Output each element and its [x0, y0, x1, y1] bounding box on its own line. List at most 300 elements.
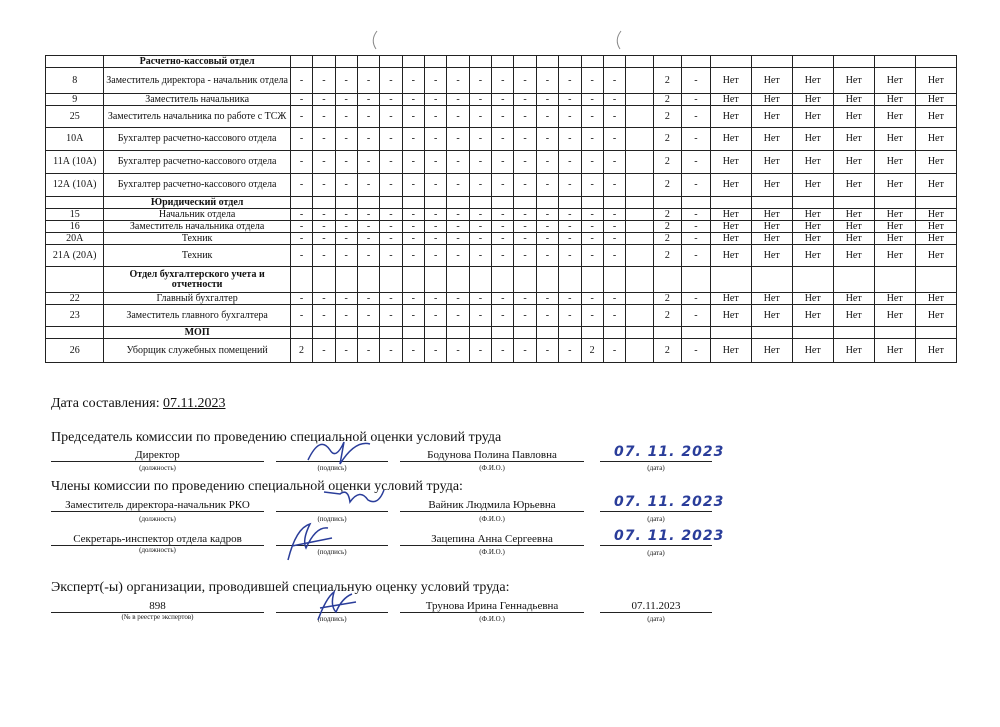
- factor-cell: -: [357, 94, 379, 106]
- no-cell: Нет: [710, 293, 751, 305]
- empty-cell: [626, 197, 653, 209]
- no-cell: Нет: [751, 94, 792, 106]
- factor-cell: -: [290, 245, 312, 267]
- empty-cell: [290, 327, 312, 339]
- empty-cell: [792, 327, 833, 339]
- no-cell: Нет: [915, 305, 956, 327]
- member2-fio: Зацепина Анна Сергеевна: [431, 533, 553, 545]
- factor-cell: -: [447, 128, 469, 151]
- factor-cell: -: [380, 174, 402, 197]
- factor-cell: -: [536, 339, 558, 363]
- factor-cell: -: [424, 128, 446, 151]
- empty-cell: [581, 267, 603, 293]
- empty-cell: [833, 267, 874, 293]
- factor-cell: -: [313, 209, 335, 221]
- factor-cell: -: [514, 94, 536, 106]
- date-value: 07.11.2023: [163, 396, 226, 411]
- factor-cell: -: [514, 339, 536, 363]
- factor-cell: -: [581, 151, 603, 174]
- empty-cell: [559, 197, 581, 209]
- empty-cell: [626, 293, 653, 305]
- date-label: Дата составления:: [51, 396, 160, 411]
- empty-cell: [751, 267, 792, 293]
- row-number-cell: 8: [46, 68, 104, 94]
- factor-cell: -: [335, 293, 357, 305]
- empty-cell: [626, 221, 653, 233]
- no-cell: Нет: [915, 293, 956, 305]
- factor-cell: -: [682, 339, 711, 363]
- empty-cell: [536, 327, 558, 339]
- factor-cell: -: [290, 209, 312, 221]
- factor-cell: -: [402, 221, 424, 233]
- factor-cell: -: [682, 174, 711, 197]
- no-cell: Нет: [874, 305, 915, 327]
- factor-cell: -: [402, 339, 424, 363]
- factor-cell: -: [514, 221, 536, 233]
- class-cell: 2: [653, 94, 682, 106]
- row-number-cell: [46, 197, 104, 209]
- factor-cell: -: [581, 233, 603, 245]
- factor-cell: -: [335, 221, 357, 233]
- no-cell: Нет: [710, 68, 751, 94]
- factor-cell: -: [313, 305, 335, 327]
- factor-cell: -: [581, 94, 603, 106]
- factor-cell: -: [335, 151, 357, 174]
- empty-cell: [915, 197, 956, 209]
- factor-cell: -: [424, 106, 446, 128]
- empty-cell: [447, 267, 469, 293]
- no-cell: Нет: [874, 128, 915, 151]
- factor-cell: -: [492, 94, 514, 106]
- factor-cell: -: [536, 106, 558, 128]
- empty-cell: [626, 106, 653, 128]
- empty-cell: [874, 56, 915, 68]
- no-cell: Нет: [710, 151, 751, 174]
- row-number-cell: 21А (20А): [46, 245, 104, 267]
- empty-cell: [536, 56, 558, 68]
- no-cell: Нет: [792, 151, 833, 174]
- empty-cell: [751, 197, 792, 209]
- empty-cell: [447, 56, 469, 68]
- factor-cell: -: [402, 293, 424, 305]
- factor-cell: -: [335, 209, 357, 221]
- factor-cell: -: [581, 245, 603, 267]
- factor-cell: -: [335, 128, 357, 151]
- member2-signature: [282, 520, 342, 564]
- factor-cell: -: [357, 174, 379, 197]
- table-row: [46, 209, 957, 221]
- factor-cell: -: [447, 68, 469, 94]
- factor-cell: -: [581, 221, 603, 233]
- no-cell: Нет: [833, 151, 874, 174]
- empty-cell: [357, 267, 379, 293]
- table-row: [46, 151, 957, 174]
- no-cell: Нет: [710, 128, 751, 151]
- empty-cell: [514, 197, 536, 209]
- no-cell: Нет: [751, 128, 792, 151]
- position-name-cell: Техник: [104, 233, 290, 245]
- factor-cell: -: [581, 106, 603, 128]
- factor-cell: -: [357, 245, 379, 267]
- factor-cell: -: [469, 151, 491, 174]
- factor-cell: -: [536, 94, 558, 106]
- table-row: [46, 233, 957, 245]
- empty-cell: [402, 267, 424, 293]
- member1-signature-caption: (подпись): [317, 515, 347, 523]
- row-number-cell: 26: [46, 339, 104, 363]
- factor-cell: -: [559, 233, 581, 245]
- factor-cell: -: [357, 339, 379, 363]
- factor-cell: -: [380, 221, 402, 233]
- factor-cell: -: [447, 151, 469, 174]
- no-cell: Нет: [792, 305, 833, 327]
- chair-signature-caption: (подпись): [317, 464, 347, 472]
- factor-cell: -: [559, 68, 581, 94]
- member2-fio-caption: (Ф.И.О.): [479, 548, 505, 556]
- factor-cell: -: [603, 151, 625, 174]
- empty-cell: [833, 56, 874, 68]
- empty-cell: [514, 267, 536, 293]
- factor-cell: -: [469, 106, 491, 128]
- no-cell: Нет: [710, 94, 751, 106]
- no-cell: Нет: [915, 209, 956, 221]
- chair-fio-caption: (Ф.И.О.): [479, 464, 505, 472]
- factor-cell: -: [357, 293, 379, 305]
- factor-cell: -: [603, 106, 625, 128]
- factor-cell: -: [357, 128, 379, 151]
- class-cell: 2: [653, 305, 682, 327]
- no-cell: Нет: [751, 233, 792, 245]
- factor-cell: -: [335, 94, 357, 106]
- no-cell: Нет: [710, 174, 751, 197]
- expert-date-caption: (дата): [647, 615, 665, 623]
- factor-cell: -: [402, 106, 424, 128]
- no-cell: Нет: [751, 245, 792, 267]
- empty-cell: [751, 327, 792, 339]
- empty-cell: [653, 267, 682, 293]
- factor-cell: -: [603, 233, 625, 245]
- class-cell: 2: [653, 106, 682, 128]
- empty-cell: [380, 56, 402, 68]
- no-cell: Нет: [833, 221, 874, 233]
- empty-cell: [603, 56, 625, 68]
- no-cell: Нет: [874, 245, 915, 267]
- factor-cell: -: [402, 209, 424, 221]
- no-cell: Нет: [710, 221, 751, 233]
- factor-cell: -: [447, 106, 469, 128]
- factor-cell: -: [603, 128, 625, 151]
- empty-cell: [380, 327, 402, 339]
- empty-cell: [492, 197, 514, 209]
- empty-cell: [357, 197, 379, 209]
- factor-cell: -: [514, 151, 536, 174]
- factor-cell: -: [492, 128, 514, 151]
- factor-cell: -: [492, 339, 514, 363]
- empty-cell: [402, 56, 424, 68]
- empty-cell: [469, 197, 491, 209]
- factor-cell: -: [514, 209, 536, 221]
- no-cell: Нет: [710, 233, 751, 245]
- position-name-cell: Уборщик служебных помещений: [104, 339, 290, 363]
- factor-cell: -: [603, 221, 625, 233]
- factor-cell: -: [559, 245, 581, 267]
- factor-cell: -: [380, 94, 402, 106]
- factor-cell: -: [335, 305, 357, 327]
- position-name-cell: Начальник отдела: [104, 209, 290, 221]
- empty-cell: [682, 267, 711, 293]
- empty-cell: [626, 233, 653, 245]
- expert-reg-number: 898: [149, 600, 166, 612]
- no-cell: Нет: [915, 221, 956, 233]
- class-cell: 2: [653, 209, 682, 221]
- section-title-cell: Отдел бухгалтерского учета и отчетности: [104, 267, 290, 293]
- no-cell: Нет: [751, 293, 792, 305]
- member1-date-caption: (дата): [647, 515, 665, 523]
- empty-cell: [874, 327, 915, 339]
- factor-cell: -: [559, 339, 581, 363]
- empty-cell: [626, 174, 653, 197]
- no-cell: Нет: [874, 209, 915, 221]
- class-cell: 2: [653, 68, 682, 94]
- factor-cell: -: [682, 305, 711, 327]
- class-cell: 2: [653, 233, 682, 245]
- no-cell: Нет: [874, 94, 915, 106]
- factor-cell: -: [380, 128, 402, 151]
- factor-cell: -: [402, 305, 424, 327]
- factor-cell: -: [469, 233, 491, 245]
- empty-cell: [626, 151, 653, 174]
- member1-position-caption: (должность): [139, 515, 176, 523]
- no-cell: Нет: [874, 151, 915, 174]
- factor-cell: -: [447, 293, 469, 305]
- empty-cell: [603, 197, 625, 209]
- empty-cell: [653, 197, 682, 209]
- factor-cell: -: [447, 305, 469, 327]
- member2-position: Секретарь-инспектор отдела кадров: [73, 533, 242, 545]
- factor-cell: -: [559, 174, 581, 197]
- factor-cell: -: [581, 174, 603, 197]
- factor-cell: -: [469, 174, 491, 197]
- factor-cell: -: [313, 245, 335, 267]
- no-cell: Нет: [710, 305, 751, 327]
- no-cell: Нет: [751, 209, 792, 221]
- factor-cell: -: [313, 94, 335, 106]
- no-cell: Нет: [751, 68, 792, 94]
- factor-cell: -: [559, 151, 581, 174]
- sout-results-table: [45, 55, 957, 363]
- empty-cell: [792, 56, 833, 68]
- chair-date-handwritten: 07. 11. 2023: [614, 444, 725, 460]
- expert-heading: Эксперт(-ы) организации, проводившей специальную оценку условий труда:: [51, 580, 510, 595]
- section-row: [46, 267, 957, 293]
- factor-cell: -: [402, 174, 424, 197]
- factor-cell: -: [290, 305, 312, 327]
- empty-cell: [682, 197, 711, 209]
- factor-cell: -: [424, 209, 446, 221]
- factor-cell: -: [682, 233, 711, 245]
- empty-cell: [514, 327, 536, 339]
- factor-cell: -: [447, 221, 469, 233]
- factor-cell: -: [357, 233, 379, 245]
- factor-cell: -: [536, 245, 558, 267]
- scan-artifact-right: [612, 30, 624, 50]
- empty-cell: [559, 56, 581, 68]
- factor-cell: -: [357, 209, 379, 221]
- factor-cell: -: [514, 293, 536, 305]
- class-cell: 2: [653, 174, 682, 197]
- factor-cell: -: [469, 293, 491, 305]
- class-cell: 2: [653, 293, 682, 305]
- empty-cell: [357, 56, 379, 68]
- factor-cell: -: [603, 245, 625, 267]
- factor-cell: -: [559, 221, 581, 233]
- no-cell: Нет: [792, 221, 833, 233]
- no-cell: Нет: [915, 245, 956, 267]
- empty-cell: [469, 267, 491, 293]
- empty-cell: [792, 197, 833, 209]
- member1-date-handwritten: 07. 11. 2023: [614, 494, 725, 510]
- factor-cell: -: [402, 68, 424, 94]
- factor-cell: -: [469, 68, 491, 94]
- factor-cell: -: [380, 233, 402, 245]
- empty-cell: [626, 209, 653, 221]
- position-name-cell: Заместитель начальника по работе с ТСЖ: [104, 106, 290, 128]
- empty-cell: [874, 267, 915, 293]
- no-cell: Нет: [833, 128, 874, 151]
- no-cell: Нет: [792, 174, 833, 197]
- factor-cell: -: [514, 106, 536, 128]
- factor-cell: -: [380, 209, 402, 221]
- factor-cell: -: [469, 128, 491, 151]
- empty-cell: [402, 327, 424, 339]
- empty-cell: [335, 267, 357, 293]
- table-row: [46, 128, 957, 151]
- no-cell: Нет: [751, 174, 792, 197]
- empty-cell: [833, 197, 874, 209]
- factor-cell: -: [290, 221, 312, 233]
- factor-cell: -: [469, 245, 491, 267]
- no-cell: Нет: [833, 68, 874, 94]
- factor-cell: -: [290, 174, 312, 197]
- empty-cell: [915, 56, 956, 68]
- no-cell: Нет: [751, 339, 792, 363]
- factor-cell: -: [536, 174, 558, 197]
- position-name-cell: Техник: [104, 245, 290, 267]
- factor-cell: -: [447, 209, 469, 221]
- factor-cell: -: [514, 245, 536, 267]
- empty-cell: [603, 267, 625, 293]
- empty-cell: [492, 327, 514, 339]
- factor-cell: -: [380, 305, 402, 327]
- factor-cell: -: [536, 128, 558, 151]
- factor-cell: -: [447, 339, 469, 363]
- class-cell: 2: [653, 221, 682, 233]
- no-cell: Нет: [710, 106, 751, 128]
- factor-cell: -: [492, 293, 514, 305]
- no-cell: Нет: [915, 151, 956, 174]
- no-cell: Нет: [792, 339, 833, 363]
- factor-cell: -: [357, 106, 379, 128]
- factor-cell: -: [581, 293, 603, 305]
- empty-cell: [626, 245, 653, 267]
- no-cell: Нет: [874, 221, 915, 233]
- factor-cell: -: [424, 151, 446, 174]
- no-cell: Нет: [792, 94, 833, 106]
- factor-cell: -: [559, 293, 581, 305]
- factor-cell: -: [682, 94, 711, 106]
- factor-cell: -: [492, 221, 514, 233]
- no-cell: Нет: [751, 151, 792, 174]
- factor-cell: -: [581, 128, 603, 151]
- factor-cell: -: [514, 128, 536, 151]
- factor-cell: -: [492, 209, 514, 221]
- factor-cell: -: [402, 128, 424, 151]
- factor-cell: -: [290, 128, 312, 151]
- empty-cell: [626, 327, 653, 339]
- factor-cell: -: [492, 174, 514, 197]
- no-cell: Нет: [915, 106, 956, 128]
- factor-cell: -: [313, 106, 335, 128]
- expert-signature-caption: (подпись): [317, 615, 347, 623]
- factor-cell: -: [492, 68, 514, 94]
- factor-cell: -: [402, 94, 424, 106]
- position-name-cell: Бухгалтер расчетно-кассового отдела: [104, 128, 290, 151]
- no-cell: Нет: [792, 293, 833, 305]
- empty-cell: [469, 56, 491, 68]
- no-cell: Нет: [833, 339, 874, 363]
- factor-cell: -: [290, 68, 312, 94]
- factor-cell: -: [536, 233, 558, 245]
- row-number-cell: 16: [46, 221, 104, 233]
- row-number-cell: 11А (10А): [46, 151, 104, 174]
- position-name-cell: Бухгалтер расчетно-кассового отдела: [104, 151, 290, 174]
- no-cell: Нет: [915, 128, 956, 151]
- scan-artifact-left: [368, 30, 380, 50]
- section-row: [46, 197, 957, 209]
- row-number-cell: 12А (10А): [46, 174, 104, 197]
- section-row: [46, 56, 957, 68]
- factor-cell: -: [559, 305, 581, 327]
- position-name-cell: Заместитель главного бухгалтера: [104, 305, 290, 327]
- no-cell: Нет: [915, 339, 956, 363]
- factor-cell: -: [357, 221, 379, 233]
- expert-reg-caption: (№ в реестре экспертов): [121, 613, 194, 621]
- empty-cell: [874, 197, 915, 209]
- position-name-cell: Заместитель начальника: [104, 94, 290, 106]
- factor-cell: -: [682, 68, 711, 94]
- factor-cell: -: [424, 68, 446, 94]
- no-cell: Нет: [833, 305, 874, 327]
- class-cell: 2: [653, 151, 682, 174]
- empty-cell: [424, 327, 446, 339]
- no-cell: Нет: [874, 174, 915, 197]
- chair-position: Директор: [135, 449, 180, 461]
- section-title-cell: МОП: [104, 327, 290, 339]
- factor-cell: -: [290, 94, 312, 106]
- empty-cell: [581, 56, 603, 68]
- empty-cell: [626, 305, 653, 327]
- factor-cell: -: [682, 221, 711, 233]
- row-number-cell: [46, 267, 104, 293]
- factor-cell: -: [380, 106, 402, 128]
- factor-cell: -: [514, 68, 536, 94]
- table-row: [46, 68, 957, 94]
- empty-cell: [559, 267, 581, 293]
- member2-date-handwritten: 07. 11. 2023: [614, 528, 725, 544]
- no-cell: Нет: [915, 174, 956, 197]
- factor-cell: -: [290, 106, 312, 128]
- empty-cell: [833, 327, 874, 339]
